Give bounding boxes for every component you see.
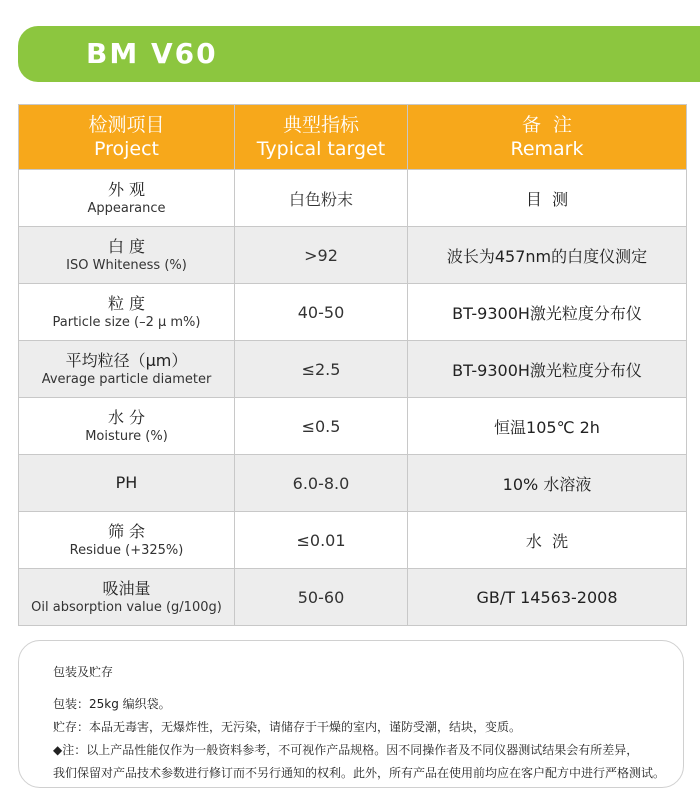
header-remark xyxy=(408,105,687,170)
item-zh: 粒 度 xyxy=(107,293,146,313)
storage-text: 贮存：本品无毒害，无爆炸性，无污染，请储存于干燥的室内，谨防受潮，结块，变质。 xyxy=(53,720,522,734)
header-typical-target xyxy=(235,105,408,170)
cell-item xyxy=(19,512,235,569)
item-en: Average particle diameter xyxy=(41,371,212,387)
item-en: Particle size (–2 μ m%) xyxy=(52,314,201,330)
header-remark-zh: 备 注 xyxy=(521,114,573,136)
cell-remark: 波长为457nm的白度仪测定 xyxy=(408,227,687,284)
cell-item xyxy=(19,341,235,398)
item-zh: 白 度 xyxy=(107,236,146,256)
table-row-residue xyxy=(19,512,687,569)
item-zh: PH xyxy=(115,473,138,492)
header-project-en: Project xyxy=(93,138,159,160)
item-zh: 吸油量 xyxy=(102,578,151,598)
item-en: Oil absorption value (g/100g) xyxy=(31,599,222,615)
cell-item xyxy=(19,170,235,227)
item-en: Residue (+325%) xyxy=(69,542,184,558)
header-project xyxy=(19,105,235,170)
cell-item xyxy=(19,227,235,284)
table-row-appearance xyxy=(19,170,687,227)
cell-value: ≤2.5 xyxy=(235,341,408,398)
cell-value: 50-60 xyxy=(235,569,408,626)
item-en: Moisture (%) xyxy=(85,428,168,444)
header-target-en: Typical target xyxy=(256,138,386,160)
table-row-whiteness xyxy=(19,227,687,284)
packaging-text: 包装：25kg 编织袋。 xyxy=(53,697,171,711)
cell-remark: 水 洗 xyxy=(408,512,687,569)
header-project-zh: 检测项目 xyxy=(88,114,165,136)
table-row-average-diameter xyxy=(19,341,687,398)
cell-item xyxy=(19,398,235,455)
cell-value: >92 xyxy=(235,227,408,284)
item-en: Appearance xyxy=(87,200,166,216)
table-row-moisture xyxy=(19,398,687,455)
cell-value: ≤0.5 xyxy=(235,398,408,455)
table-row-ph xyxy=(19,455,687,512)
item-zh: 外 观 xyxy=(107,179,146,199)
cell-value: 白色粉末 xyxy=(235,170,408,227)
title-banner xyxy=(18,26,700,82)
item-zh: 筛 余 xyxy=(107,521,146,541)
disclaimer-line-1: ◆注：以上产品性能仅作为一般资料参考，不可视作产品规格。因不同操作者及不同仪器测试结果会有所差异， xyxy=(53,743,639,757)
item-zh: 平均粒径（μm） xyxy=(65,350,188,370)
table-row-oil-absorption xyxy=(19,569,687,626)
cell-item xyxy=(19,455,235,512)
spec-table xyxy=(18,104,687,626)
cell-item xyxy=(19,284,235,341)
cell-value: ≤0.01 xyxy=(235,512,408,569)
table-row-particle-size xyxy=(19,284,687,341)
table-header-row xyxy=(19,105,687,170)
product-title: BM V60 xyxy=(86,37,218,70)
cell-item xyxy=(19,569,235,626)
disclaimer-line-2: 我们保留对产品技术参数进行修订而不另行通知的权利。此外，所有产品在使用前均应在客户配方中进行严格测试。 xyxy=(53,766,666,780)
cell-value: 40-50 xyxy=(235,284,408,341)
cell-value: 6.0-8.0 xyxy=(235,455,408,512)
cell-remark: 目 测 xyxy=(408,170,687,227)
cell-remark: BT-9300H激光粒度分布仪 xyxy=(408,284,687,341)
header-target-zh: 典型指标 xyxy=(282,114,359,136)
cell-remark: BT-9300H激光粒度分布仪 xyxy=(408,341,687,398)
header-remark-en: Remark xyxy=(510,138,584,160)
item-zh: 水 分 xyxy=(107,407,146,427)
cell-remark: GB/T 14563-2008 xyxy=(408,569,687,626)
cell-remark: 10% 水溶液 xyxy=(408,455,687,512)
spec-table-container xyxy=(18,104,686,626)
cell-remark: 恒温105℃ 2h xyxy=(408,398,687,455)
notes-heading: 包装及贮存 xyxy=(53,665,114,679)
item-en: ISO Whiteness (%) xyxy=(66,257,187,273)
packaging-notes-box xyxy=(18,640,684,788)
